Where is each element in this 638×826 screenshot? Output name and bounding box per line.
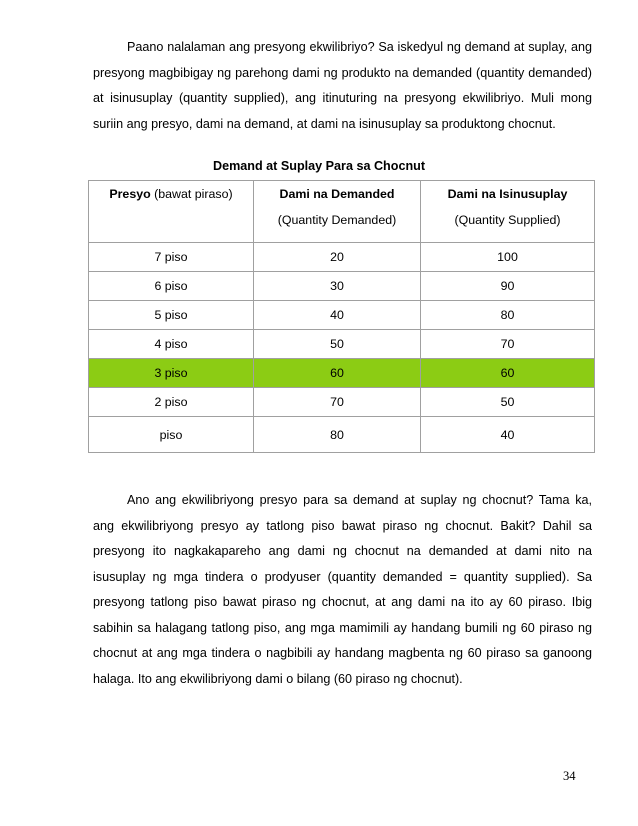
explanation-paragraph [93, 488, 592, 692]
page-number: 34 [563, 769, 576, 783]
demanded-cell: 80 [254, 417, 421, 453]
demanded-cell: 20 [254, 243, 421, 272]
table-caption: Demand at Suplay Para sa Chocnut [212, 159, 426, 173]
supplied-cell: 90 [421, 272, 595, 301]
equilibrium-row [89, 359, 595, 388]
table-row [89, 301, 595, 330]
supplied-cell: 60 [421, 359, 595, 388]
demanded-cell: 40 [254, 301, 421, 330]
header-demanded-title: Dami na Demanded [279, 187, 395, 201]
header-supplied-title: Dami na Isinusuplay [447, 187, 568, 201]
table-header-row [89, 181, 595, 243]
price-cell: 7 piso [89, 243, 254, 272]
demand-supply-table [88, 180, 595, 453]
intro-line: at isinusuplay (quantity supplied), ang itinuturing na presyong ekwilibriyo. Muli mong [93, 91, 592, 105]
intro-line: Paano nalalaman ang presyong ekwilibriyo? Sa iskedyul ng demand at suplay, ang [127, 40, 592, 54]
explanation-line: presyong tatlong piso bawat piraso ng chocnut, at ang dami na ito ay 60 piraso. Ibig [93, 595, 592, 609]
table-row [89, 388, 595, 417]
supplied-cell: 80 [421, 301, 595, 330]
supplied-cell: 70 [421, 330, 595, 359]
demanded-cell: 50 [254, 330, 421, 359]
header-demanded [254, 181, 421, 243]
supplied-cell: 100 [421, 243, 595, 272]
header-supplied-sub: (Quantity Supplied) [454, 213, 561, 227]
explanation-line: sabihin sa halagang tatlong piso, ang mga mamimili ay handang bumili ng 60 piraso ng [93, 620, 592, 635]
table-row [89, 272, 595, 301]
price-cell: 5 piso [89, 301, 254, 330]
explanation-line: halaga. Ito ang ekwilibriyong dami o bilang (60 piraso ng chocnut). [93, 671, 463, 686]
header-supplied [421, 181, 595, 243]
explanation-line: ang ekwilibriyong presyo ay tatlong piso bawat piraso ng chocnut. Bakit? Dahil sa [93, 518, 592, 533]
explanation-line: presyong ito nagkakapareho ang dami ng chocnut na demanded at dami nito na [93, 544, 592, 558]
header-price [89, 181, 254, 243]
explanation-line: Ano ang ekwilibriyong presyo para sa demand at suplay ng chocnut? Tama ka, [127, 493, 592, 507]
header-demanded-sub: (Quantity Demanded) [277, 213, 397, 227]
supplied-cell: 50 [421, 388, 595, 417]
intro-line: suriin ang presyo, dami na demand, at dami na isinusuplay sa produktong chocnut. [93, 116, 556, 131]
price-cell: 6 piso [89, 272, 254, 301]
table-row [89, 243, 595, 272]
table-row [89, 417, 595, 453]
header-price-bold: Presyo [109, 187, 151, 201]
explanation-line: isusuplay ng mga tindera o prodyuser (quantity demanded = quantity supplied). Sa [93, 569, 592, 584]
price-cell: 2 piso [89, 388, 254, 417]
supplied-cell: 40 [421, 417, 595, 453]
intro-paragraph [93, 35, 592, 137]
price-cell: piso [89, 417, 254, 453]
demanded-cell: 30 [254, 272, 421, 301]
demanded-cell: 60 [254, 359, 421, 388]
intro-line: presyong magbibigay ng parehong dami ng produkto na demanded (quantity demanded) [93, 65, 592, 80]
explanation-line: chocnut at ang mga tindera o nagbibili ay handang magbenta ng 60 piraso sa ganoong [93, 646, 592, 660]
table-row [89, 330, 595, 359]
price-cell: 3 piso [89, 359, 254, 388]
header-price-rest: (bawat piraso) [150, 187, 233, 201]
price-cell: 4 piso [89, 330, 254, 359]
demanded-cell: 70 [254, 388, 421, 417]
